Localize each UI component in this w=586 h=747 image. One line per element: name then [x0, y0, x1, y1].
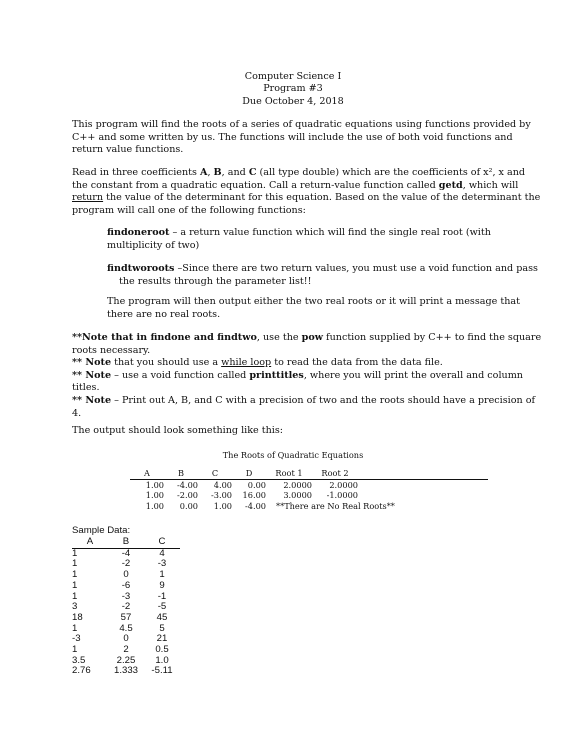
- output-col-root2: Root 2: [312, 468, 358, 479]
- findtworoots-function: findtworoots: [107, 263, 175, 274]
- sample-row: 3 -2 -5: [72, 601, 167, 613]
- sample-row: 1 4.5 5: [72, 622, 165, 634]
- output-header-rule: [358, 468, 488, 479]
- output-row: 1.00 -2.00 -3.00 16.00 3.0000 -1.0000: [145, 490, 358, 500]
- note-precision: ** Note – Print out A, B, and C with a precision of two and the roots should have a precision of 4.: [72, 394, 536, 419]
- sample-row: 2.76 1.333 -5.11: [72, 665, 173, 677]
- sample-row: 1 -6 9: [72, 579, 165, 591]
- sample-row: 1 2 0.5: [72, 644, 169, 656]
- course-title: Computer Science I: [244, 71, 342, 82]
- output-col-b: B: [164, 468, 198, 479]
- document-header: [0, 71, 586, 108]
- output-row: 1.00 0.00 1.00 -4.00 **There are No Real Roots**: [130, 501, 488, 512]
- sample-data-label: Sample Data:: [72, 525, 131, 536]
- output-col-root1: Root 1: [266, 468, 312, 479]
- output-intro: The output should look something like this:: [72, 425, 284, 436]
- output-paragraph: The program will then output either the two real roots or it will print a message that there are no real roots.: [107, 296, 520, 320]
- output-col-c: C: [198, 468, 232, 479]
- sample-row: -3 0 21: [72, 633, 168, 645]
- output-example-table: [130, 468, 488, 511]
- sample-col-b: B: [108, 537, 144, 548]
- output-example-title: The Roots of Quadratic Equations: [222, 450, 364, 460]
- output-col-a: A: [130, 468, 164, 479]
- sample-row: 1 0 1: [72, 569, 165, 581]
- findoneroot-function: findoneroot: [107, 227, 170, 238]
- output-header-row: [130, 468, 488, 479]
- note-while-loop: ** Note that you should use a while loop to read the data from the data file.: [72, 357, 443, 369]
- sample-row: 1 -2 -3: [72, 558, 167, 570]
- note-printtitles: ** Note – use a void function called printtitles, where you will print the overall and column titles.: [72, 369, 523, 394]
- sample-row: 3.5 2.25 1.0: [72, 654, 169, 666]
- note-pow: **Note that in findone and findtwo, use the pow function supplied by C++ to find the square roots necessary.: [72, 332, 542, 356]
- program-number: Program #3: [263, 83, 323, 95]
- sample-row: 1 -4 4: [72, 547, 165, 559]
- findtworoots-description: findtworoots –Since there are two return values, you must use a void function and pass the results through the parameter list!!: [107, 263, 538, 287]
- due-date: Due October 4, 2018: [242, 95, 344, 107]
- intro-paragraph: This program will find the roots of a series of quadratic equations using functions provided by C++ and some written by us. The functions will include the use of both void functions and return value functions.: [72, 119, 531, 156]
- output-col-d: D: [232, 468, 266, 479]
- read-paragraph: Read in three coefficients A, B, and C (all type double) which are the coefficients of x², x and the constant from a quadratic equation. Call a return-value function called getd, which will return the value of the determinant for this equation. Based on the value of the determinant the program will call one of the following functions:: [72, 167, 541, 216]
- sample-col-a: A: [72, 537, 108, 548]
- getd-function: getd: [438, 179, 463, 191]
- sample-data-table: [72, 537, 180, 677]
- sample-col-c: C: [144, 537, 180, 548]
- sample-row: 18 57 45: [72, 611, 168, 623]
- sample-row: 1 -3 -1: [72, 590, 167, 602]
- sample-header-row: [72, 537, 180, 548]
- notes-section: [72, 332, 542, 420]
- output-row: 1.00 -4.00 4.00 0.00 2.0000 2.0000: [145, 479, 358, 490]
- findoneroot-description: findoneroot – a return value function which will find the single real root (with multiplicity of two): [107, 227, 491, 251]
- no-real-roots-message: **There are No Real Roots**: [276, 500, 395, 511]
